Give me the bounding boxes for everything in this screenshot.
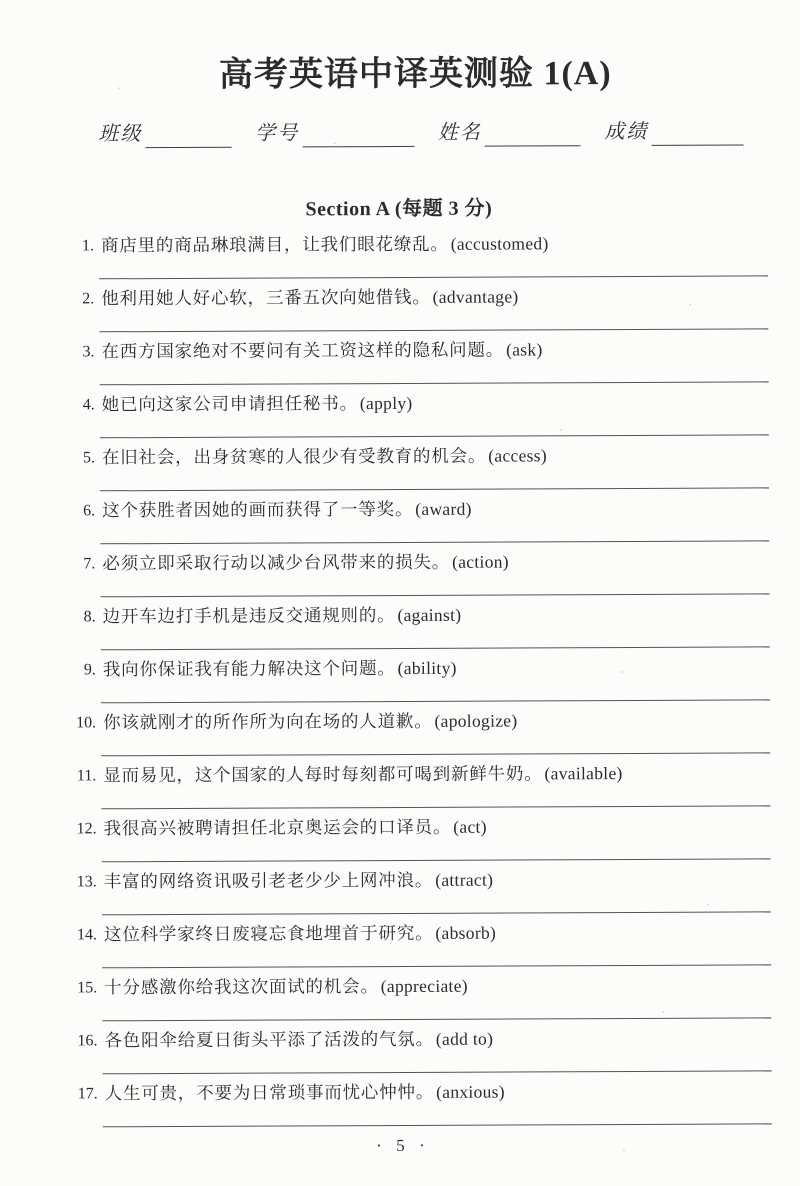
question-2 bbox=[0, 285, 799, 341]
question-number: 12. bbox=[76, 820, 97, 838]
question-text: 她已向这家公司申请担任秘书。 (apply) bbox=[101, 392, 413, 415]
question-hint: (anxious) bbox=[436, 1081, 505, 1102]
score-field bbox=[604, 114, 743, 146]
question-13 bbox=[2, 868, 800, 924]
page-number: · 5 · bbox=[376, 1135, 430, 1156]
answer-line bbox=[100, 434, 769, 438]
question-hint: (accustomed) bbox=[450, 233, 549, 254]
name-label: 姓名 bbox=[437, 121, 482, 144]
question-8 bbox=[1, 603, 800, 659]
question-text: 这个获胜者因她的画而获得了一等奖。 (award) bbox=[102, 498, 472, 521]
answer-line bbox=[100, 540, 769, 544]
question-hint: (attract) bbox=[435, 869, 494, 890]
question-number: 13. bbox=[76, 873, 97, 891]
question-number: 4. bbox=[82, 396, 95, 414]
question-text: 丰富的网络资讯吸引老老少少上网冲浪。 (attract) bbox=[103, 869, 494, 892]
question-number: 1. bbox=[81, 237, 95, 255]
question-hint: (available) bbox=[544, 763, 623, 784]
section-a-heading: Section A (每题 3 分) bbox=[305, 197, 493, 221]
question-16 bbox=[2, 1027, 800, 1083]
answer-line bbox=[101, 593, 770, 597]
question-text: 各色阳伞给夏日街头平添了活泼的气氛。 (add to) bbox=[104, 1028, 494, 1051]
question-4 bbox=[0, 391, 800, 447]
answer-line bbox=[101, 805, 770, 809]
score-label: 成绩 bbox=[604, 120, 649, 144]
student-number-blank-line bbox=[302, 124, 414, 147]
question-hint: (against) bbox=[397, 604, 462, 626]
question-hint: (add to) bbox=[435, 1028, 494, 1049]
question-hint: (absorb) bbox=[435, 922, 497, 943]
question-number: 10. bbox=[76, 714, 97, 732]
question-text: 显而易见，这个国家的人每时每刻都可喝到新鲜牛奶。 (available) bbox=[103, 763, 623, 786]
answer-line bbox=[101, 752, 770, 756]
question-number: 17. bbox=[77, 1085, 98, 1103]
page-title: 高考英语中译英测验 1(A) bbox=[218, 55, 612, 94]
score-blank-line bbox=[651, 122, 743, 145]
answer-line bbox=[100, 487, 769, 491]
answer-line bbox=[102, 1017, 771, 1021]
question-number: 8. bbox=[83, 608, 96, 626]
question-number: 3. bbox=[82, 343, 95, 361]
student-info-row bbox=[98, 114, 743, 148]
question-hint: (action) bbox=[452, 551, 509, 572]
question-10 bbox=[1, 709, 800, 765]
question-text: 我向你保证我有能力解决这个问题。 (ability) bbox=[102, 657, 457, 680]
question-hint: (access) bbox=[488, 445, 548, 466]
question-number: 15. bbox=[77, 979, 98, 997]
answer-line bbox=[101, 646, 770, 650]
question-12 bbox=[1, 815, 800, 871]
question-text: 他利用她人好心软，三番五次向她借钱。 (advantage) bbox=[101, 286, 519, 309]
answer-line bbox=[102, 911, 771, 915]
question-text: 人生可贵，不要为日常琐事而忧心忡忡。 (anxious) bbox=[104, 1081, 505, 1104]
question-text: 边开车边打手机是违反交通规则的。 (against) bbox=[102, 604, 462, 627]
class-blank-line bbox=[145, 125, 231, 148]
question-5 bbox=[0, 444, 800, 500]
answer-line bbox=[99, 328, 768, 332]
question-6 bbox=[0, 497, 800, 553]
question-text: 在西方国家绝对不要问有关工资这样的隐私问题。 (ask) bbox=[101, 339, 543, 362]
question-hint: (advantage) bbox=[432, 286, 519, 307]
question-text: 这位科学家终日废寝忘食地埋首于研究。 (absorb) bbox=[103, 922, 497, 945]
class-label: 班级 bbox=[98, 123, 143, 146]
question-text: 你该就刚才的所作所为向在场的人道歉。 (apologize) bbox=[103, 710, 518, 733]
question-number: 7. bbox=[83, 555, 96, 573]
question-text: 十分感激你给我这次面试的机会。 (appreciate) bbox=[104, 975, 468, 998]
answer-line bbox=[103, 1070, 772, 1074]
question-7 bbox=[0, 550, 800, 606]
question-number: 16. bbox=[77, 1032, 98, 1050]
answer-line bbox=[99, 275, 768, 279]
question-hint: (ask) bbox=[506, 339, 543, 360]
question-number: 5. bbox=[82, 449, 95, 467]
answer-line bbox=[102, 858, 771, 862]
question-text: 在旧社会，出身贫寒的人很少有受教育的机会。 (access) bbox=[101, 445, 548, 468]
question-number: 9. bbox=[83, 661, 96, 679]
question-hint: (appreciate) bbox=[380, 975, 468, 997]
question-1 bbox=[0, 232, 799, 288]
name-blank-line bbox=[485, 123, 581, 146]
class-field bbox=[98, 117, 231, 149]
answer-line bbox=[103, 1123, 772, 1127]
question-text: 必须立即采取行动以减少台风带来的损失。 (action) bbox=[102, 551, 509, 574]
question-3 bbox=[0, 338, 800, 394]
student-number-label: 学号 bbox=[255, 122, 300, 145]
question-list bbox=[0, 232, 800, 1136]
answer-line bbox=[102, 964, 771, 968]
question-17 bbox=[3, 1080, 800, 1136]
question-hint: (apply) bbox=[359, 392, 413, 414]
question-text: 商店里的商品琳琅满目，让我们眼花缭乱。 (accustomed) bbox=[100, 233, 549, 256]
question-11 bbox=[1, 762, 800, 818]
question-number: 2. bbox=[82, 290, 95, 308]
answer-line bbox=[101, 699, 770, 703]
question-15 bbox=[2, 974, 800, 1030]
question-number: 14. bbox=[76, 926, 98, 944]
question-number: 6. bbox=[83, 502, 96, 520]
question-hint: (act) bbox=[453, 816, 487, 837]
name-field bbox=[438, 115, 581, 147]
question-9 bbox=[1, 656, 800, 712]
question-hint: (apologize) bbox=[434, 710, 518, 731]
question-text: 我很高兴被聘请担任北京奥运会的口译员。 (act) bbox=[103, 816, 487, 839]
question-14 bbox=[2, 921, 800, 977]
answer-line bbox=[100, 381, 769, 385]
question-number: 11. bbox=[76, 767, 97, 785]
question-hint: (ability) bbox=[397, 657, 457, 679]
question-hint: (award) bbox=[415, 498, 472, 519]
